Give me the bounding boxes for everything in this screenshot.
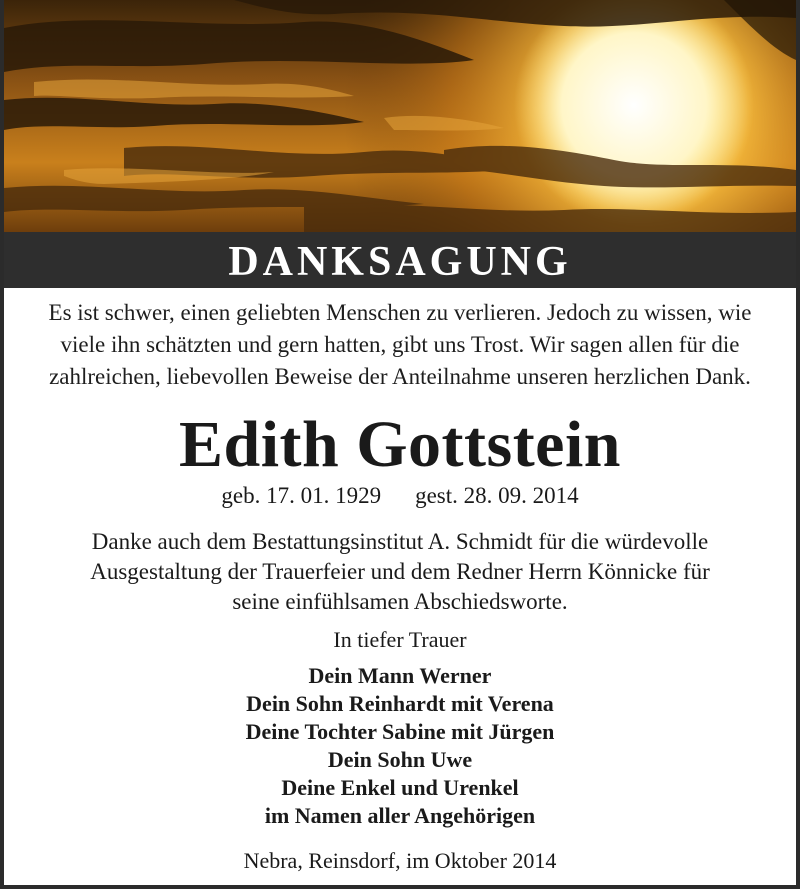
intro-line: viele ihn schätzten und gern hatten, gibt uns Trost. Wir sagen allen für die	[60, 332, 740, 357]
intro-text	[4, 297, 796, 393]
intro-line: Es ist schwer, einen geliebten Menschen zu verlieren. Jedoch zu wissen, wie	[48, 300, 752, 325]
intro-line: zahlreichen, liebevollen Beweise der Anteilnahme unseren herzlichen Dank.	[49, 364, 751, 389]
family-member: Dein Mann Werner	[308, 663, 492, 688]
death-date: gest. 28. 09. 2014	[415, 483, 579, 508]
sunset-image	[4, 0, 796, 232]
family-member: Dein Sohn Reinhardt mit Verena	[246, 691, 554, 716]
thanks-text	[4, 527, 796, 617]
family-member: Dein Sohn Uwe	[327, 747, 473, 772]
place-and-date: Nebra, Reinsdorf, im Oktober 2014	[243, 848, 557, 873]
family-member: im Namen aller Angehörigen	[264, 803, 536, 828]
thanks-line: Ausgestaltung der Trauerfeier und dem Redner Herrn Könnicke für	[90, 559, 710, 584]
heading-title: DANKSAGUNG	[228, 239, 572, 285]
family-member: Deine Tochter Sabine mit Jürgen	[245, 719, 555, 744]
sunset-sky-illustration	[4, 0, 796, 232]
family-list	[4, 662, 796, 830]
family-member: Deine Enkel und Urenkel	[281, 775, 519, 800]
deceased-name: Edith Gottstein	[178, 408, 622, 481]
mourning-label: In tiefer Trauer	[333, 627, 467, 652]
birth-date: geb. 17. 01. 1929	[221, 483, 382, 508]
heading-band	[4, 232, 796, 288]
thanks-line: seine einfühlsamen Abschiedsworte.	[232, 589, 568, 614]
thanks-line: Danke auch dem Bestattungsinstitut A. Schmidt für die würdevolle	[91, 529, 709, 554]
life-dates	[4, 481, 796, 511]
